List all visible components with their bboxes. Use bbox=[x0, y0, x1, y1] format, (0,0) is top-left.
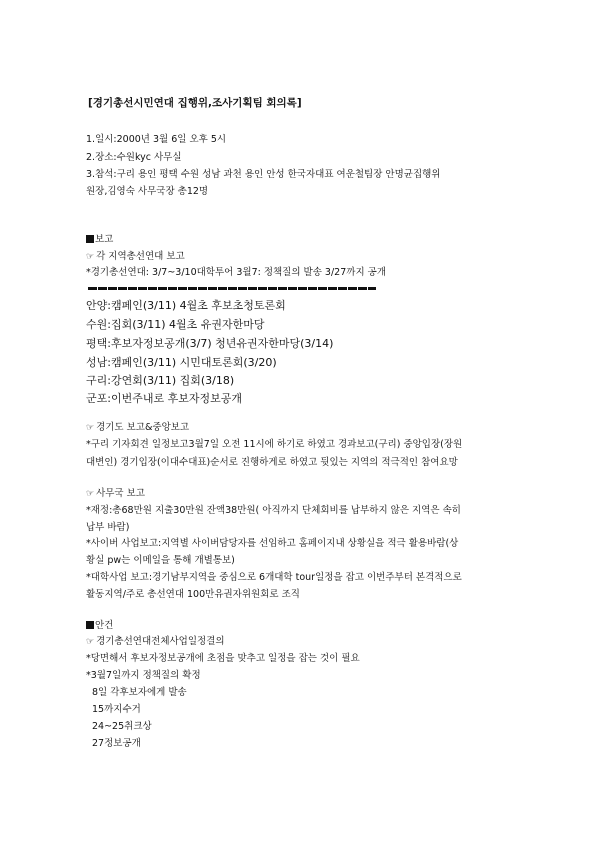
pointing-hand-icon: ☞ bbox=[86, 489, 95, 499]
meta-place: 2.장소:수원kyc 사무실 bbox=[86, 152, 182, 163]
pointing-hand-icon: ☞ bbox=[86, 423, 95, 433]
office-report-line: 활동지역/주로 총선연대 100만유권자위원회로 조직 bbox=[86, 589, 300, 600]
pointing-hand-icon: ☞ bbox=[86, 637, 95, 647]
office-report-line: *사이버 사업보고:지역별 사이버담당자를 선임하고 홈페이지내 상황실을 적극 활용바람(상 bbox=[86, 538, 459, 549]
local-item: 안양:캠페인(3/11) 4월초 후보초청토론회 bbox=[86, 299, 286, 312]
local-item: 수원:집회(3/11) 4월초 유권자한마당 bbox=[86, 318, 265, 331]
local-report-heading: ☞ 각 지역총선연대 보고 bbox=[86, 251, 185, 262]
square-bullet-icon bbox=[86, 621, 94, 629]
local-report-summary: *경기총선연대: 3/7~3/10대학투어 3월7: 정책질의 발송 3/27까지 공개 bbox=[86, 267, 386, 278]
office-report-heading: ☞ 사무국 보고 bbox=[86, 488, 145, 499]
agenda-heading: 안건 bbox=[86, 620, 113, 632]
gyeonggi-report-heading: ☞ 경기도 보고&중앙보고 bbox=[86, 422, 190, 433]
document-title: [경기총선시민연대 집행위,조사기획팀 회의록] bbox=[88, 97, 302, 109]
office-report-line: *대학사업 보고:경기남부지역을 중심으로 6개대학 tour일정을 잡고 이번주부터 본격적으로 bbox=[86, 572, 462, 583]
agenda-subheading: ☞ 경기총선연대전체사업일정결의 bbox=[86, 636, 225, 647]
section-divider bbox=[88, 287, 376, 290]
office-report-line: 황실 pw는 이메일을 통해 개별통보) bbox=[86, 555, 235, 566]
office-report-line: *재정:총68만원 지출30만원 잔액38만원( 아직까지 단체회비를 납부하지 않은 지역은 속히 bbox=[86, 505, 461, 516]
report-heading: 보고 bbox=[86, 234, 113, 246]
square-bullet-icon bbox=[86, 235, 94, 243]
meta-date: 1.일시:2000년 3월 6일 오후 5시 bbox=[86, 134, 227, 145]
gyeonggi-report-line: 대변인) 경기입장(이대수대표)순서로 진행하게로 하였고 뒷있는 지역의 적극적인 참여요망 bbox=[86, 457, 458, 468]
local-item: 구리:강연회(3/11) 집회(3/18) bbox=[86, 374, 235, 387]
office-report-line: 납부 바람) bbox=[86, 522, 130, 533]
local-item: 성남:캠페인(3/11) 시민대토론회(3/20) bbox=[86, 356, 277, 369]
gyeonggi-report-line: *구리 기자회견 일정보고3월7일 오전 11시에 하기로 하였고 경과보고(구리) 중앙입장(장원 bbox=[86, 439, 463, 450]
meta-attendees: 3.참석:구리 용인 평택 수원 성남 과천 용인 안성 한국자대표 여운철팀장 안명균집행위 bbox=[86, 169, 441, 180]
agenda-line: 27정보공개 bbox=[92, 738, 141, 749]
local-item: 평택:후보자정보공개(3/7) 청년유권자한마당(3/14) bbox=[86, 337, 334, 350]
local-item: 군포:이번주내로 후보자정보공개 bbox=[86, 392, 242, 405]
agenda-line: 15까지수거 bbox=[92, 704, 141, 715]
agenda-line: 24~25취크상 bbox=[92, 721, 152, 732]
agenda-line: *당면해서 후보자정보공개에 초점을 맞추고 일정을 잡는 것이 필요 bbox=[86, 653, 360, 664]
pointing-hand-icon: ☞ bbox=[86, 252, 95, 262]
agenda-line: 8일 각후보자에게 발송 bbox=[92, 687, 187, 698]
agenda-line: *3월7일까지 정책질의 확정 bbox=[86, 670, 201, 681]
meta-attendees-cont: 원장,김영숙 사무국장 총12명 bbox=[86, 186, 209, 197]
